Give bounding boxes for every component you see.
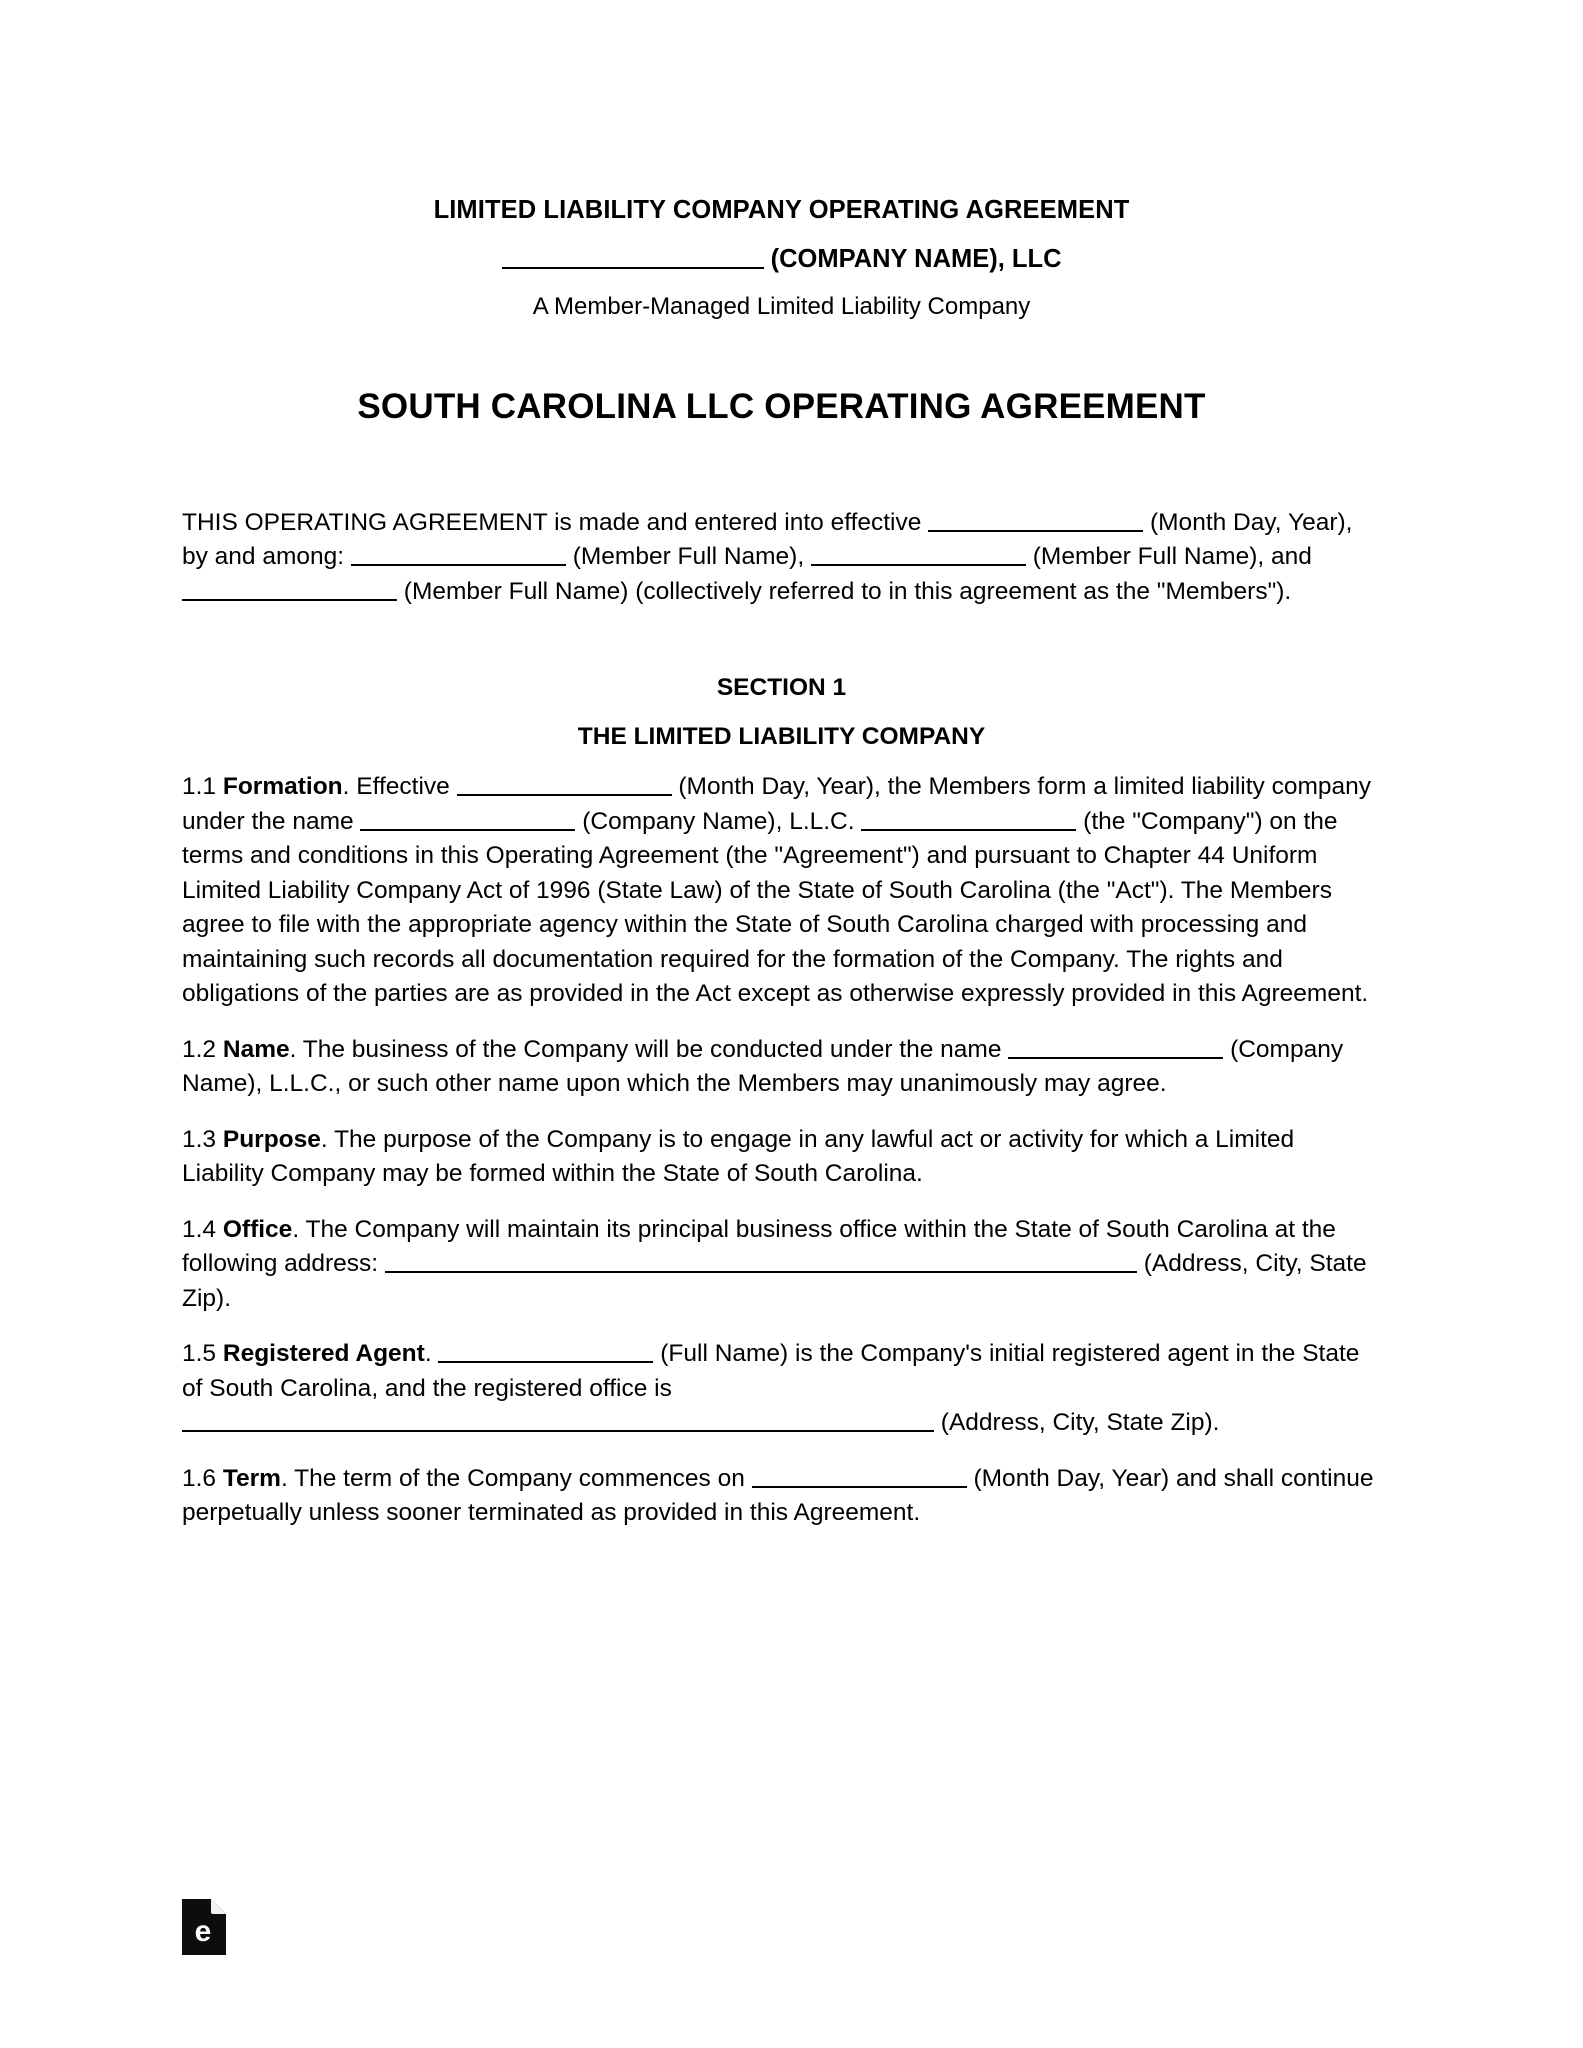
svg-text:e: e: [194, 1915, 212, 1948]
clause-number: 1.3: [182, 1125, 223, 1153]
clause-number: 1.4: [182, 1215, 223, 1243]
preamble-text-5: (Member Full Name) (collectively referred to in this agreement as the "Members").: [397, 577, 1292, 605]
member-3-name-blank[interactable]: [182, 577, 397, 601]
clause-text-2: (Address, City, State Zip).: [182, 1250, 1367, 1312]
clause-text-3: (Address, City, State Zip).: [934, 1409, 1220, 1437]
clause-text-1: . The Company will maintain its principal business office within the State of South Carolina at the following address:: [182, 1215, 1336, 1278]
document-content: [182, 0, 1381, 1531]
state-agreement-title: SOUTH CAROLINA LLC OPERATING AGREEMENT: [357, 387, 1206, 427]
document-file-icon: [182, 1899, 226, 1955]
clause-1-6-term: [182, 1441, 1381, 1531]
clause-number: 1.1: [182, 773, 223, 801]
clause-term: Office: [222, 1215, 293, 1243]
clause-term: Registered Agent: [222, 1340, 425, 1368]
office-address-blank[interactable]: [385, 1249, 1137, 1273]
preamble-text-3: (Member Full Name),: [565, 543, 811, 571]
registered-office-address-blank[interactable]: [182, 1408, 934, 1432]
clause-number: 1.6: [182, 1464, 223, 1492]
clause-1-4-office: [182, 1192, 1381, 1317]
clause-text-4: (the "Company") on the terms and conditions in this Operating Agreement (the "Agreement") and pursuant to Chapter 44 Uniform Limited Liability Company Act of 1996 (State Law) of the State of South Carolina (the "Act"). The Members agree to file with the appropriate agency within the State of South Carolina charged with processing and maintaining such records all documentation required for the formation of the Company. The rights and obligations of the parties are as provided in the Act except as otherwise expressly provided in this Agreement.: [182, 807, 1369, 1008]
member-1-name-blank[interactable]: [351, 542, 566, 566]
document-title: LIMITED LIABILITY COMPANY OPERATING AGREEMENT: [433, 196, 1130, 224]
clause-number: 1.5: [182, 1340, 223, 1368]
company-name-blank[interactable]: [502, 245, 764, 269]
document-tagline: A Member-Managed Limited Liability Company: [532, 293, 1031, 321]
member-2-name-blank[interactable]: [811, 542, 1026, 566]
clause-number: 1.2: [182, 1035, 223, 1063]
clause-1-1-formation: [182, 754, 1381, 1012]
preamble-paragraph: [182, 430, 1381, 610]
clause-text-2: (Full Name) is the Company's initial registered agent in the State of South Carolina, and the registered office is: [182, 1340, 1360, 1402]
preamble-text-4: (Member Full Name), and: [1025, 543, 1312, 571]
clause-1-3-purpose: [182, 1102, 1381, 1192]
clause-text-1: . Effective: [342, 773, 457, 801]
preamble-text-2: (Month Day, Year), by and among:: [182, 508, 1353, 571]
clause-text-3: (Company Name), L.L.C.: [575, 807, 862, 835]
clause-1-5-registered-agent: [182, 1316, 1381, 1441]
effective-date-blank[interactable]: [928, 508, 1143, 532]
formation-llc-blank[interactable]: [861, 807, 1076, 831]
company-name-suffix: (COMPANY NAME), LLC: [770, 245, 1062, 274]
clause-term: Formation: [222, 773, 343, 801]
clause-term: Purpose: [222, 1125, 321, 1153]
section-label: SECTION 1: [716, 674, 847, 702]
clause-term: Term: [222, 1464, 281, 1492]
company-name-line: [182, 228, 1381, 277]
formation-effective-date-blank[interactable]: [457, 772, 672, 796]
clause-text-1: . The business of the Company will be conducted under the name: [289, 1035, 1009, 1063]
clause-text-1: .: [424, 1340, 439, 1368]
name-company-blank[interactable]: [1008, 1035, 1223, 1059]
preamble-text-1: THIS OPERATING AGREEMENT is made and entered into effective: [182, 508, 929, 536]
formation-company-name-blank[interactable]: [360, 807, 575, 831]
clause-term: Name: [222, 1035, 290, 1063]
eforms-logo: [182, 1899, 226, 1955]
clause-1-2-name: [182, 1012, 1381, 1102]
section-heading: THE LIMITED LIABILITY COMPANY: [577, 722, 986, 750]
clause-text-1: . The term of the Company commences on: [280, 1464, 752, 1492]
clause-text-2: (Company Name), L.L.C., or such other name upon which the Members may unanimously may agree.: [182, 1035, 1344, 1098]
clause-text-2: (Month Day, Year), the Members form a limited liability company under the name: [182, 773, 1372, 835]
term-commence-date-blank[interactable]: [752, 1464, 967, 1488]
clause-text-2: (Month Day, Year) and shall continue perpetually unless sooner terminated as provided in this Agreement.: [182, 1464, 1374, 1527]
clause-text-1: . The purpose of the Company is to engage in any lawful act or activity for which a Limited Liability Company may be formed within the State of South Carolina.: [182, 1125, 1295, 1188]
registered-agent-name-blank[interactable]: [438, 1339, 653, 1363]
